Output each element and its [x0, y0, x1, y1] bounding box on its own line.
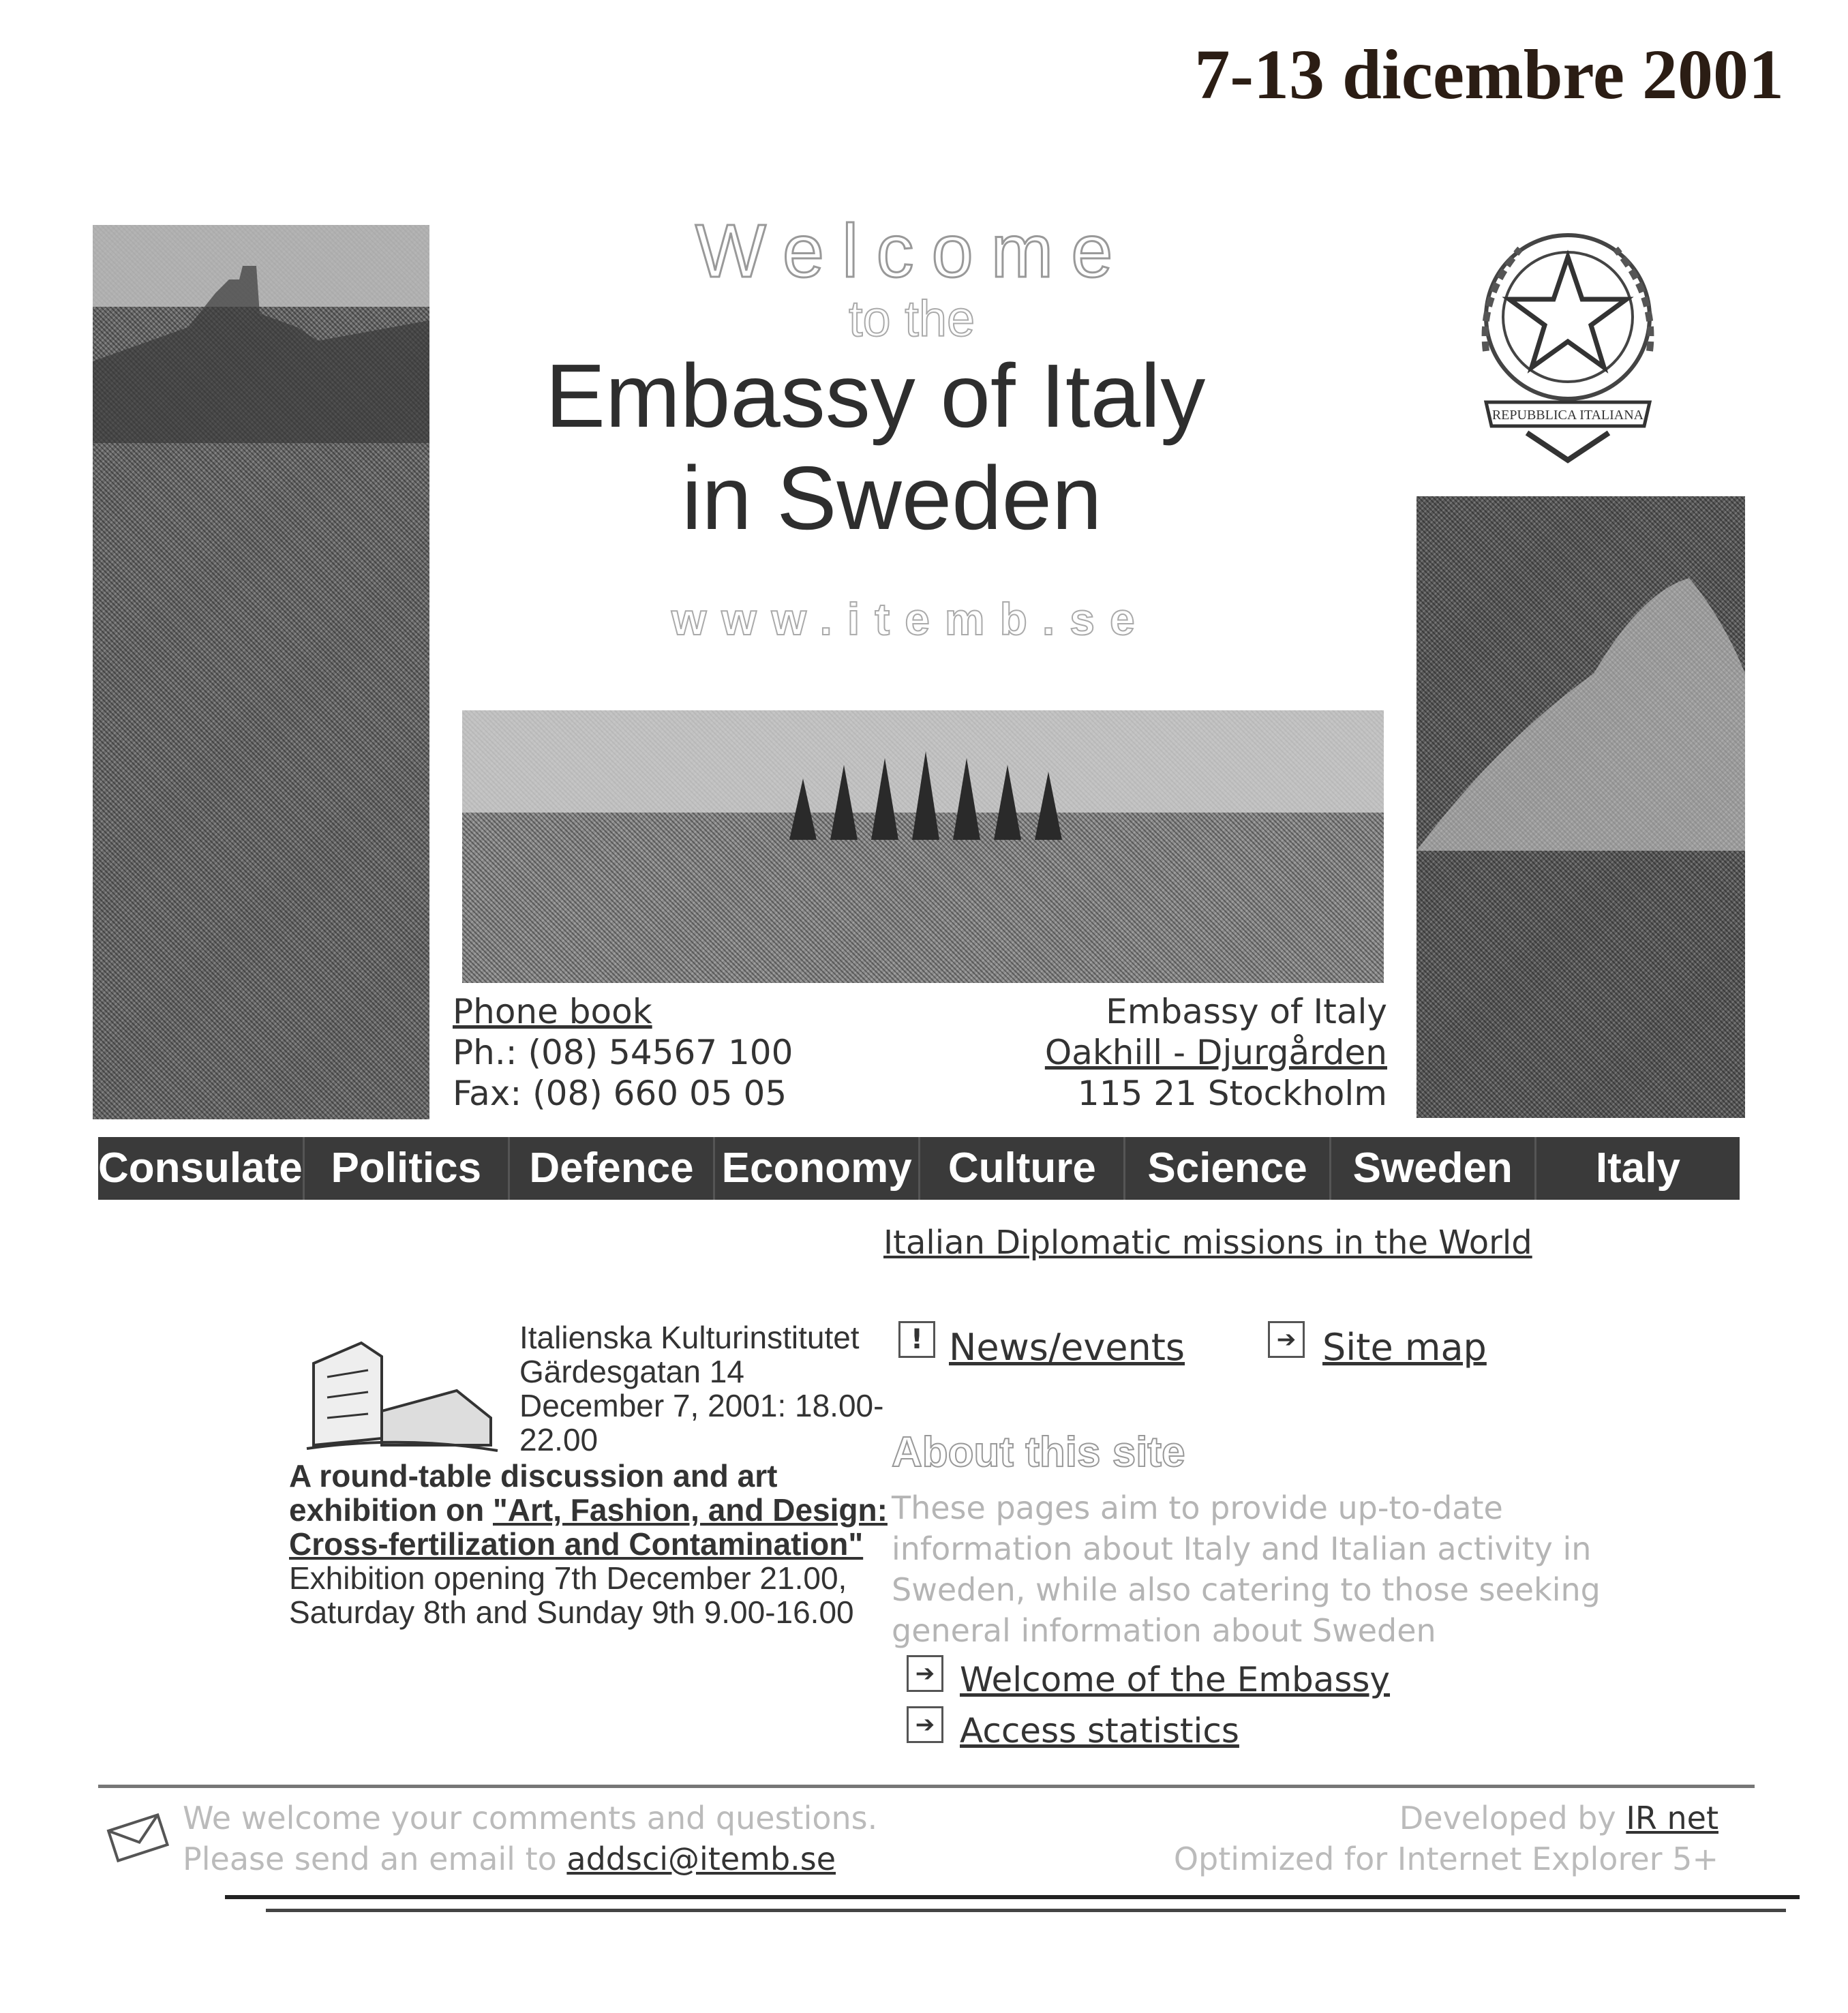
- email-link[interactable]: addsci@itemb.se: [566, 1841, 836, 1877]
- city-address: 115 21 Stockholm: [1077, 1074, 1387, 1113]
- arrow-right-icon[interactable]: ➔: [907, 1655, 943, 1692]
- arrow-right-icon[interactable]: ➔: [1268, 1321, 1305, 1358]
- main-nav-bar: [98, 1137, 1740, 1200]
- nav-italy[interactable]: Italy: [1595, 1145, 1680, 1192]
- institute-building-icon: [300, 1336, 504, 1459]
- embassy-name: Embassy of Italy: [1106, 992, 1387, 1031]
- footer-divider-bottom-shadow: [266, 1909, 1786, 1912]
- news-events-link[interactable]: News/events: [949, 1326, 1185, 1369]
- about-text-line4: general information about Sweden: [892, 1612, 1436, 1649]
- arrow-right-icon[interactable]: ➔: [907, 1706, 943, 1743]
- to-the-text: to the: [849, 290, 975, 347]
- date-stamp: 7-13 dicembre 2001: [1194, 35, 1784, 114]
- nav-politics[interactable]: Politics: [305, 1137, 510, 1200]
- event-venue: Italienska Kulturinstitutet: [519, 1320, 860, 1355]
- about-text-line2: information about Italy and Italian activity in: [892, 1530, 1592, 1567]
- cypress-landscape-photo: [462, 710, 1384, 983]
- welcome-embassy-link[interactable]: Welcome of the Embassy: [960, 1660, 1391, 1699]
- castle-photo: [93, 225, 429, 1119]
- emblem-motto: REPUBBLICA ITALIANA: [1491, 408, 1644, 423]
- developed-by-prefix: Developed by: [1399, 1800, 1626, 1836]
- event-headline-line1: A round-table discussion and art: [289, 1458, 778, 1494]
- event-title-link-line2[interactable]: Cross-fertilization and Contamination": [289, 1526, 864, 1562]
- nav-consulate[interactable]: Consulate: [98, 1137, 305, 1200]
- nav-sweden[interactable]: Sweden: [1331, 1137, 1536, 1200]
- emblem-of-italy: [1466, 215, 1670, 474]
- event-headline-line2: [289, 1492, 888, 1528]
- nav-science[interactable]: Science: [1125, 1137, 1331, 1200]
- event-datetime-line2: 22.00: [519, 1422, 599, 1457]
- phone-book-link[interactable]: Phone book: [453, 992, 652, 1031]
- footer-email-line: [183, 1841, 836, 1877]
- footer-divider-top: [98, 1785, 1755, 1788]
- welcome-heading: Welcome: [695, 209, 1131, 293]
- fax-number: Fax: (08) 660 05 05: [453, 1074, 787, 1113]
- page-title-line2: in Sweden: [682, 448, 1102, 548]
- footer-developed-by: [1399, 1800, 1718, 1836]
- event-headline-prefix: exhibition on: [289, 1492, 493, 1528]
- about-text-line3: Sweden, while also catering to those seeking: [892, 1571, 1601, 1608]
- footer-email-prefix: Please send an email to: [183, 1841, 567, 1877]
- nav-culture[interactable]: Culture: [920, 1137, 1125, 1200]
- about-heading: About this site: [892, 1429, 1185, 1476]
- star-emblem-icon: [1466, 215, 1670, 474]
- access-statistics-link[interactable]: Access statistics: [960, 1711, 1239, 1751]
- phone-number: Ph.: (08) 54567 100: [453, 1033, 793, 1072]
- event-opening: Exhibition opening 7th December 21.00,: [289, 1560, 847, 1596]
- event-title-link[interactable]: "Art, Fashion, and Design:: [492, 1492, 888, 1528]
- event-datetime-line1: December 7, 2001: 18.00-: [519, 1388, 884, 1423]
- exclamation-icon[interactable]: !: [898, 1321, 935, 1358]
- event-weekend-hours: Saturday 8th and Sunday 9th 9.00-16.00: [289, 1594, 854, 1630]
- nav-economy[interactable]: Economy: [715, 1137, 920, 1200]
- address-link[interactable]: Oakhill - Djurgården: [1044, 1033, 1387, 1072]
- about-text-line1: These pages aim to provide up-to-date: [892, 1489, 1503, 1526]
- page-title-line1: Embassy of Italy: [545, 346, 1206, 446]
- nav-defence[interactable]: Defence: [510, 1137, 715, 1200]
- site-map-link[interactable]: Site map: [1322, 1326, 1487, 1369]
- developer-link[interactable]: IR net: [1626, 1800, 1718, 1836]
- footer-comments: We welcome your comments and questions.: [183, 1800, 878, 1836]
- rock-photo: [1417, 496, 1745, 1118]
- diplomatic-missions-link[interactable]: Italian Diplomatic missions in the World: [883, 1224, 1532, 1262]
- event-street: Gärdesgatan 14: [519, 1354, 744, 1389]
- envelope-icon[interactable]: [104, 1810, 172, 1864]
- footer-divider-bottom: [225, 1895, 1800, 1899]
- site-url: www.itemb.se: [671, 594, 1150, 644]
- footer-optimized: Optimized for Internet Explorer 5+: [1173, 1841, 1718, 1877]
